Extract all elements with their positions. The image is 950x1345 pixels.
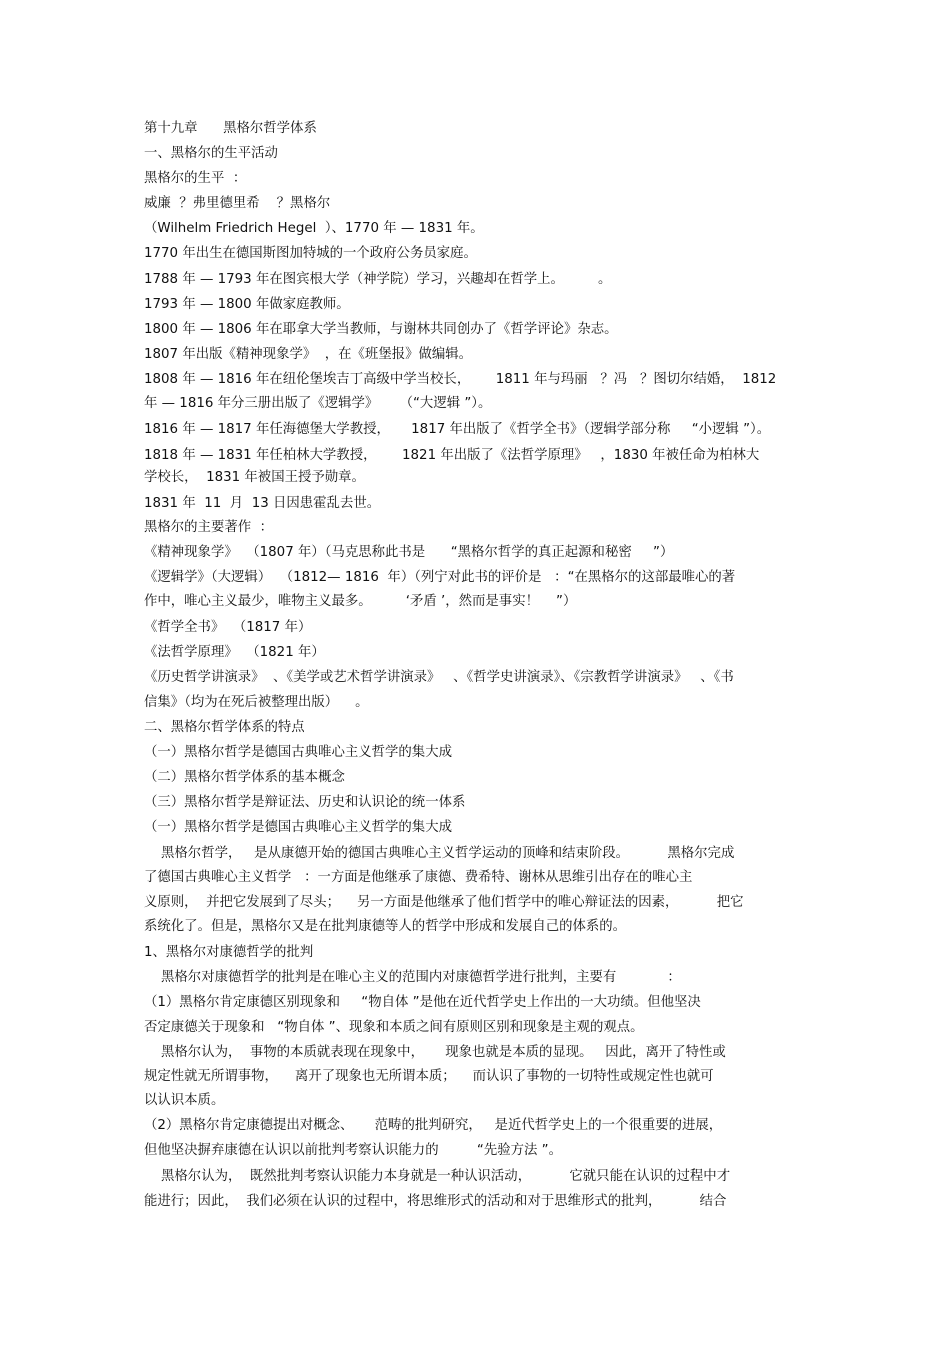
- text-line: 《逻辑学》（大逻辑） （1812— 1816 年）（列宁对此书的评价是 ：“在黑格尔的这部最唯心的著: [144, 570, 736, 585]
- paragraph-line: （1）黑格尔肯定康德区别现象和 “物自体 ”是他在近代哲学史上作出的一大功绩。但他坚决: [144, 995, 701, 1010]
- text-line: 1793 年 — 1800 年做家庭教师。: [144, 297, 350, 312]
- text-line: （Wilhelm Friedrich Hegel ）、1770 年 — 1831 年。: [144, 221, 484, 236]
- paragraph-line: （2）黑格尔肯定康德提出对概念、 范畴的批判研究， 是近代哲学史上的一个很重要的进展，: [144, 1118, 723, 1133]
- text-line: 1807 年出版《精神现象学》 ，在《班堡报》做编辑。: [144, 347, 473, 362]
- section-heading: 一、黑格尔的生平活动: [144, 146, 278, 161]
- paragraph-line: 规定性就无所谓事物， 离开了现象也无所谓本质； 而认识了事物的一切特性或规定性也就可: [144, 1069, 714, 1084]
- text-line: 《法哲学原理》 （1821 年）: [144, 645, 325, 660]
- text-line: 1788 年 — 1793 年在图宾根大学（神学院）学习，兴趣却在哲学上。 。: [144, 272, 612, 287]
- paragraph-line: 但他坚决摒弃康德在认识以前批判考察认识能力的 “先验方法 ”。: [144, 1143, 562, 1158]
- text-line: 1770 年出生在德国斯图加特城的一个政府公务员家庭。: [144, 246, 477, 261]
- section-heading: 二、黑格尔哲学体系的特点: [144, 720, 305, 735]
- text-line: 作中，唯心主义最少，唯物主义最多。 ‘矛盾 ’，然而是事实！ ”）: [144, 594, 577, 609]
- text-line: 1808 年 — 1816 年在纽伦堡埃吉丁高级中学当校长， 1811 年与玛丽 ？冯 ？图切尔结婚， 1812: [144, 372, 777, 387]
- paragraph-line: 系统化了。但是，黑格尔又是在批判康德等人的哲学中形成和发展自己的体系的。: [144, 919, 627, 934]
- text-line: 《历史哲学讲演录》 、《美学或艺术哲学讲演录》 、《哲学史讲演录》、《宗教哲学讲演录》 、《书: [144, 670, 734, 685]
- paragraph-line: 黑格尔对康德哲学的批判是在唯心主义的范围内对康德哲学进行批判，主要有 ：: [144, 970, 681, 985]
- text-line: 年 — 1816 年分三册出版了《逻辑学》 （“大逻辑 ”）。: [144, 396, 492, 411]
- paragraph-line: 了德国古典唯心主义哲学 ：一方面是他继承了康德、费希特、谢林从思维引出存在的唯心主: [144, 870, 693, 885]
- paragraph-line: 以认识本质。: [144, 1093, 225, 1108]
- subsection-heading: （一）黑格尔哲学是德国古典唯心主义哲学的集大成: [144, 820, 452, 835]
- text-line: 信集》（均为在死后被整理出版） 。: [144, 695, 369, 710]
- paragraph-line: 黑格尔认为， 事物的本质就表现在现象中， 现象也就是本质的显现。 因此，离开了特性或: [144, 1045, 726, 1060]
- toc-item: （二）黑格尔哲学体系的基本概念: [144, 770, 345, 785]
- toc-item: （一）黑格尔哲学是德国古典唯心主义哲学的集大成: [144, 745, 452, 760]
- text-line: 威廉 ？弗里德里希 ？黑格尔: [144, 196, 331, 211]
- subsection-heading: 1、黑格尔对康德哲学的批判: [144, 945, 314, 960]
- paragraph-line: 黑格尔认为， 既然批判考察认识能力本身就是一种认识活动， 它就只能在认识的过程中才: [144, 1169, 731, 1184]
- text-line: 学校长， 1831 年被国王授予勋章。: [144, 470, 365, 485]
- text-line: 1816 年 — 1817 年任海德堡大学教授， 1817 年出版了《哲学全书》（逻辑学部分称 “小逻辑 ”）。: [144, 422, 771, 437]
- paragraph-line: 能进行；因此， 我们必须在认识的过程中，将思维形式的活动和对于思维形式的批判， 结合: [144, 1194, 727, 1209]
- text-line: 1800 年 — 1806 年在耶拿大学当教师，与谢林共同创办了《哲学评论》杂志。: [144, 322, 618, 337]
- paragraph-line: 否定康德关于现象和 “物自体 ”、现象和本质之间有原则区别和现象是主观的观点。: [144, 1020, 644, 1035]
- text-line: 《精神现象学》 （1807 年）（马克思称此书是 “黑格尔哲学的真正起源和秘密 ”）: [144, 545, 674, 560]
- text-line: 1818 年 — 1831 年任柏林大学教授， 1821 年出版了《法哲学原理》 ，1830 年被任命为柏林大: [144, 448, 760, 463]
- subheading: 黑格尔的主要著作 ：: [144, 520, 274, 535]
- chapter-title: 第十九章 黑格尔哲学体系: [144, 121, 317, 136]
- toc-item: （三）黑格尔哲学是辩证法、历史和认识论的统一体系: [144, 795, 466, 810]
- text-line: 1831 年 11 月 13 日因患霍乱去世。: [144, 496, 381, 511]
- subheading: 黑格尔的生平 ：: [144, 171, 247, 186]
- text-line: 《哲学全书》 （1817 年）: [144, 620, 312, 635]
- paragraph-line: 义原则， 并把它发展到了尽头； 另一方面是他继承了他们哲学中的唯心辩证法的因素， 把它: [144, 895, 744, 910]
- paragraph-line: 黑格尔哲学， 是从康德开始的德国古典唯心主义哲学运动的顶峰和结束阶段。 黑格尔完成: [144, 846, 735, 861]
